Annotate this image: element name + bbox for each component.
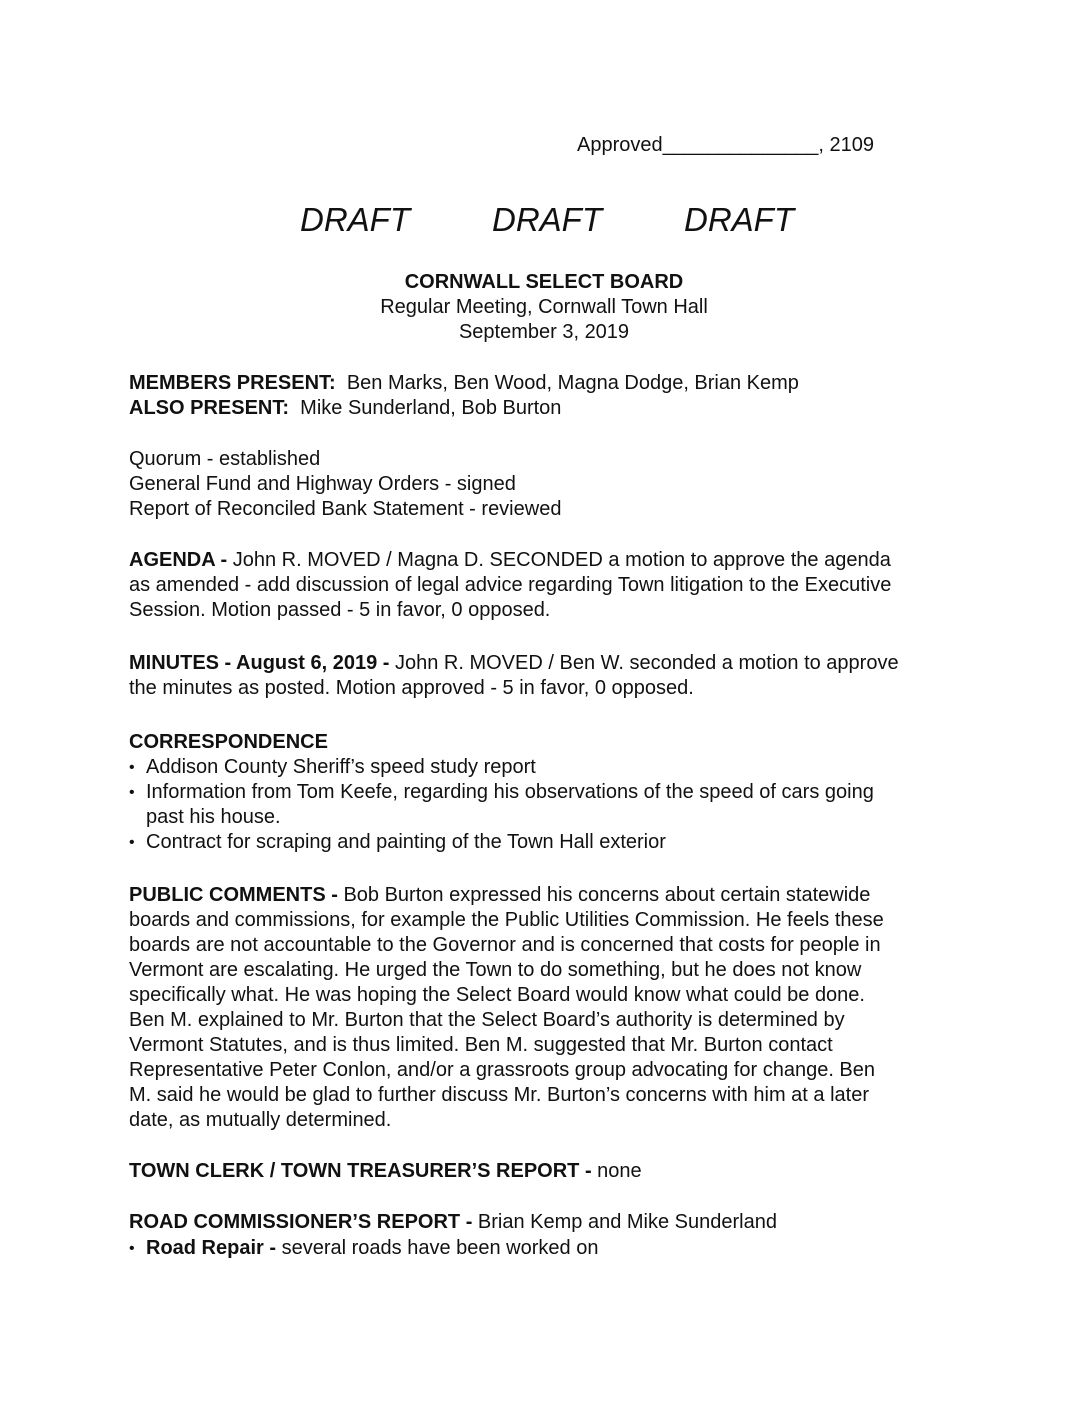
minutes-line-2: the minutes as posted. Motion approved - 5 in favor, 0 opposed. [129, 677, 694, 699]
public-comments-line-4: Vermont are escalating. He urged the Town to do something, but he does not know [129, 959, 862, 981]
status-orders: General Fund and Highway Orders - signed [129, 473, 516, 495]
status-bank: Report of Reconciled Bank Statement - reviewed [129, 498, 562, 520]
public-comments-line-10: date, as mutually determined. [129, 1109, 392, 1131]
public-comments-line-7: Vermont Statutes, and is thus limited. Ben M. suggested that Mr. Burton contact [129, 1034, 833, 1056]
minutes-label: MINUTES - August 6, 2019 - [129, 652, 390, 674]
agenda-line-2: as amended - add discussion of legal advice regarding Town litigation to the Executive [129, 574, 892, 596]
also-label: ALSO PRESENT: [129, 397, 290, 419]
public-comments-line-1 [129, 883, 870, 908]
town-clerk-report [129, 1159, 642, 1184]
public-comments-line-8: Representative Peter Conlon, and/or a grassroots group advocating for change. Ben [129, 1059, 876, 1081]
correspondence-item-3: Contract for scraping and painting of the Town Hall exterior [146, 831, 666, 853]
approval-line [577, 133, 874, 158]
public-comments-text-1: Bob Burton expressed his concerns about certain statewide [343, 884, 871, 906]
public-comments-line-5: specifically what. He was hoping the Select Board would know what could be done. [129, 984, 865, 1006]
status-quorum: Quorum - established [129, 448, 321, 470]
also-list: Mike Sunderland, Bob Burton [300, 397, 562, 419]
public-comments-line-9: M. said he would be glad to further discuss Mr. Burton’s concerns with him at a later [129, 1084, 869, 1106]
agenda-line-1 [129, 548, 891, 573]
draft-mark-3: DRAFT [684, 201, 794, 238]
approval-year: , 2109 [818, 134, 874, 156]
road-commissioner-report [129, 1210, 777, 1235]
public-comments-line-2: boards and commissions, for example the Public Utilities Commission. He feels these [129, 909, 884, 931]
bullet-2: • [129, 784, 135, 801]
public-comments-label: PUBLIC COMMENTS - [129, 884, 338, 906]
org-title: CORNWALL SELECT BOARD [404, 271, 684, 293]
town-clerk-label: TOWN CLERK / TOWN TREASURER’S REPORT - [129, 1160, 592, 1182]
road-repair-label: Road Repair - [146, 1237, 277, 1259]
road-repair-item [146, 1236, 598, 1261]
minutes-line-1 [129, 651, 899, 676]
also-present [129, 396, 561, 421]
correspondence-item-2-cont: past his house. [146, 806, 281, 828]
members-list: Ben Marks, Ben Wood, Magna Dodge, Brian Kemp [346, 372, 799, 394]
road-commissioner-label: ROAD COMMISSIONER’S REPORT - [129, 1211, 473, 1233]
members-label: MEMBERS PRESENT: [129, 372, 336, 394]
public-comments-line-6: Ben M. explained to Mr. Burton that the Select Board’s authority is determined by [129, 1009, 845, 1031]
road-commissioner-text: Brian Kemp and Mike Sunderland [477, 1211, 777, 1233]
agenda-line-3: Session. Motion passed - 5 in favor, 0 opposed. [129, 599, 551, 621]
correspondence-item-1: Addison County Sheriff’s speed study report [146, 756, 536, 778]
town-clerk-text: none [597, 1160, 642, 1182]
approval-blank: ______________ [662, 134, 819, 156]
meeting-type: Regular Meeting, Cornwall Town Hall [380, 296, 708, 318]
bullet-road-repair: • [129, 1240, 135, 1257]
agenda-label: AGENDA - [129, 549, 228, 571]
public-comments-line-3: boards are not accountable to the Governor and is concerned that costs for people in [129, 934, 881, 956]
draft-mark-2: DRAFT [492, 201, 602, 238]
meeting-date: September 3, 2019 [458, 321, 630, 343]
road-repair-text: several roads have been worked on [281, 1237, 599, 1259]
minutes-text-1: John R. MOVED / Ben W. seconded a motion to approve [394, 652, 899, 674]
draft-mark-1: DRAFT [300, 201, 410, 238]
bullet-3: • [129, 834, 135, 851]
approval-label: Approved [577, 134, 663, 156]
correspondence-item-2: Information from Tom Keefe, regarding his observations of the speed of cars going [146, 781, 874, 803]
members-present [129, 371, 799, 396]
agenda-text-1: John R. MOVED / Magna D. SECONDED a motion to approve the agenda [232, 549, 891, 571]
correspondence-title: CORRESPONDENCE [129, 731, 328, 753]
bullet-1: • [129, 759, 135, 776]
